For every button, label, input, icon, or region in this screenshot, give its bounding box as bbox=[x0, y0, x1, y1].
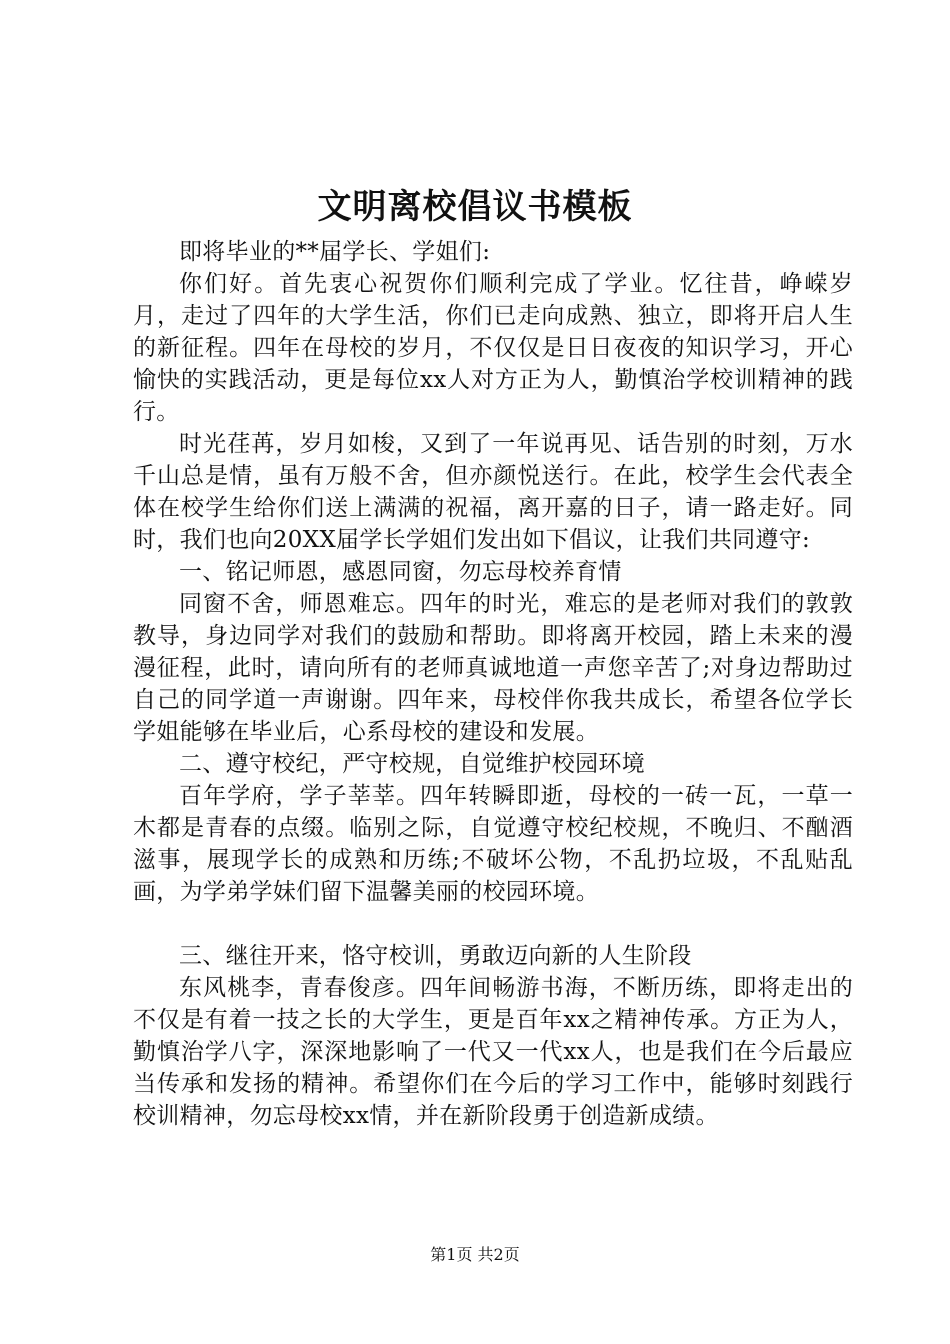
document-title: 文明离校倡议书模板 bbox=[317, 187, 633, 227]
section-heading-2: 二、遵守校纪，严守校规，自觉维护校园环境 bbox=[179, 751, 645, 777]
paragraph-gap bbox=[133, 908, 853, 940]
section-heading-3: 三、继往开来，恪守校训，勇敢迈向新的人生阶段 bbox=[179, 943, 692, 969]
section-text-2: 百年学府，学子莘莘。四年转瞬即逝，母校的一砖一瓦，一草一木都是青春的点缀。临别之际，自觉遵守校纪校规，不晚归、不酗酒滋事，展现学长的成熟和历练;不破坏公物，不乱扔垃圾，不乱贴乱画，为学弟学妹们留下温馨美丽的校园环境。 bbox=[133, 783, 853, 905]
greeting: 即将毕业的**届学长、学姐们: bbox=[179, 239, 491, 265]
document-body bbox=[133, 236, 853, 1132]
paragraph-farewell: 时光荏苒，岁月如梭，又到了一年说再见、话告别的时刻，万水千山总是情，虽有万般不舍，但亦颜悦送行。在此，校学生会代表全体在校学生给你们送上满满的祝福，离开嘉的日子，请一路走好。同时，我们也向20XX届学长学姐们发出如下倡议，让我们共同遵守: bbox=[133, 431, 853, 553]
section-text-1: 同窗不舍，师恩难忘。四年的时光，难忘的是老师对我们的敦敦教导，身边同学对我们的鼓励和帮助。即将离开校园，踏上未来的漫漫征程，此时，请向所有的老师真诚地道一声您辛苦了;对身边帮助过自己的同学道一声谢谢。四年来，母校伴你我共成长，希望各位学长学姐能够在毕业后，心系母校的建设和发展。 bbox=[133, 591, 853, 745]
section-text-3: 东风桃李，青春俊彦。四年间畅游书海，不断历练，即将走出的不仅是有着一技之长的大学生，更是百年xx之精神传承。方正为人，勤慎治学八字，深深地影响了一代又一代xx人，也是我们在今后最应当传承和发扬的精神。希望你们在今后的学习工作中，能够时刻践行校训精神，勿忘母校xx情，并在新阶段勇于创造新成绩。 bbox=[133, 975, 853, 1129]
page-number-footer: 第1页 共2页 bbox=[430, 1245, 520, 1264]
section-heading-1: 一、铭记师恩，感恩同窗，勿忘母校养育情 bbox=[179, 559, 622, 585]
paragraph-intro: 你们好。首先衷心祝贺你们顺利完成了学业。忆往昔，峥嵘岁月，走过了四年的大学生活，你们已走向成熟、独立，即将开启人生的新征程。四年在母校的岁月，不仅仅是日日夜夜的知识学习，开心愉快的实践活动，更是每位xx人对方正为人，勤慎治学校训精神的践行。 bbox=[133, 271, 853, 425]
